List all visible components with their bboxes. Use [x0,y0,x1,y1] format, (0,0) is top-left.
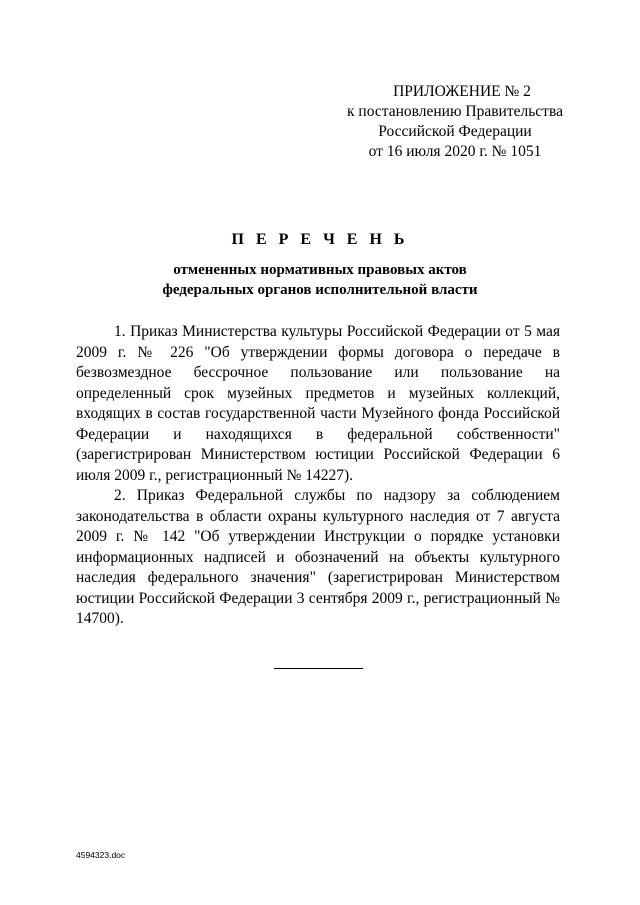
subtitle-line: отмененных нормативных правовых актов [173,262,467,278]
document-heading [60,230,580,300]
list-item [76,486,560,630]
document-body [76,322,560,630]
appendix-ref-line: к постановлению Правительства [347,103,563,120]
closing-divider [274,668,363,669]
file-name-footer: 4594323.doc [76,850,126,860]
item-text: Приказ Федеральной службы по надзору за соблюдением законодательства в области охраны культурного наследия от 7 августа 2009 г. № 142 "Об утверждении Инструкции о порядке установки информационных надписей и обозначений на объекты культурного наследия федерального значения" (зарегистрирован Министерством юстиции Российской Федерации 3 сентября 2009 г., регистрационный № 14700). [76,487,560,627]
appendix-number: ПРИЛОЖЕНИЕ № 2 [393,83,531,100]
document-title: П Е Р Е Ч Е Н Ь [231,231,409,248]
item-number: 1. [114,323,126,340]
item-number: 2. [114,487,126,504]
appendix-header [330,82,580,162]
subtitle-line: федеральных органов исполнительной власти [162,282,478,298]
list-item [76,322,560,486]
item-text: Приказ Министерства культуры Российской Федерации от 5 мая 2009 г. № 226 "Об утверждении формы договора о передаче в безвозмездное бессрочное пользование или пользование на определенный срок музейных предметов и музейных коллекций, входящих в состав государственной части Музейного фонда Российской Федерации и находящихся в федеральной собственности" (зарегистрирован Министерством юстиции Российской Федерации 6 июля 2009 г., регистрационный № 14227). [76,323,560,484]
appendix-ref-line: Российской Федерации [378,123,532,140]
appendix-date-line: от 16 июля 2020 г. № 1051 [368,143,542,160]
document-subtitle [60,260,580,300]
